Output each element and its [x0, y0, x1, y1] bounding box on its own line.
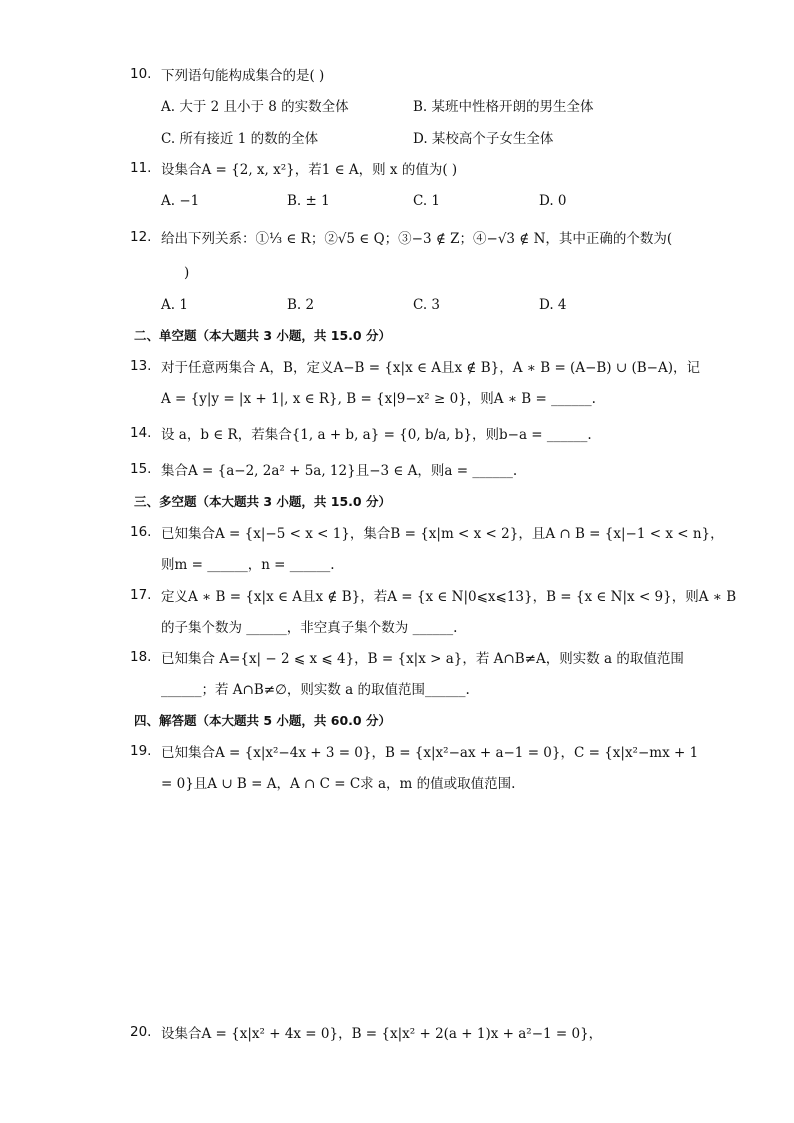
question-number: 18. [130, 649, 152, 665]
section-heading: 四、解答题（本大题共 5 小题，共 60.0 分） [134, 713, 391, 728]
question-stem-continued: ______；若 A∩B≠∅，则实数 a 的取值范围______. [161, 682, 470, 698]
section-heading: 二、单空题（本大题共 3 小题，共 15.0 分） [134, 328, 391, 343]
option-c: C. 所有接近 1 的数的全体 [161, 131, 319, 147]
question-stem: 设集合A = {2, x, x²}，若1 ∈ A，则 x 的值为( ) [161, 162, 458, 178]
question-number: 12. [130, 229, 152, 245]
question-stem: 设集合A = {x|x² + 4x = 0}，B = {x|x² + 2(a + 1)x + a²−1 = 0}， [161, 1026, 603, 1042]
option-d: D. 某校高个子女生全体 [413, 131, 554, 147]
option-b: B. 某班中性格开朗的男生全体 [413, 99, 594, 115]
option-d: D. 4 [539, 297, 567, 313]
option-a: A. 1 [161, 297, 188, 313]
question-stem: 已知集合A = {x|x²−4x + 3 = 0}，B = {x|x²−ax + a−1 = 0}，C = {x|x²−mx + 1 [161, 745, 699, 761]
option-c: C. 3 [413, 297, 441, 313]
question-stem-continued: 的子集个数为 ______，非空真子集个数为 ______. [161, 620, 458, 636]
question-stem: 设 a，b ∈ R，若集合{1, a + b, a} = {0, b/a, b}，则b−a = ______. [161, 427, 592, 443]
question-stem-continued: = 0}且A ∪ B = A，A ∩ C = C求 a，m 的值或取值范围. [161, 776, 516, 792]
question-number: 10. [130, 66, 152, 82]
option-b: B. ± 1 [287, 193, 330, 209]
option-d: D. 0 [539, 193, 567, 209]
question-number: 11. [130, 160, 152, 176]
question-number: 13. [130, 358, 152, 374]
question-stem: 下列语句能构成集合的是( ) [161, 68, 325, 84]
question-number: 20. [130, 1024, 152, 1040]
question-stem: 集合A = {a−2, 2a² + 5a, 12}且−3 ∈ A，则a = ______. [161, 463, 518, 479]
question-stem-continued: A = {y|y = |x + 1|, x ∈ R}, B = {x|9−x² ≥ 0}，则A ∗ B = ______. [161, 391, 596, 407]
question-stem: 对于任意两集合 A，B，定义A−B = {x|x ∈ A且x ∉ B}，A ∗ B = (A−B) ∪ (B−A)，记 [161, 360, 700, 376]
question-stem: 定义A ∗ B = {x|x ∈ A且x ∉ B}，若A = {x ∈ N|0⩽x⩽13}，B = {x ∈ N|x < 9}，则A ∗ B [161, 589, 737, 605]
option-a: A. −1 [161, 193, 200, 209]
question-stem-continued: 则m = ______，n = ______. [161, 557, 335, 573]
option-b: B. 2 [287, 297, 315, 313]
option-a: A. 大于 2 且小于 8 的实数全体 [161, 99, 349, 115]
question-number: 14. [130, 425, 152, 441]
question-stem-continued: ) [184, 265, 190, 281]
option-c: C. 1 [413, 193, 441, 209]
question-stem: 已知集合 A={x| − 2 ⩽ x ⩽ 4}，B = {x|x > a}，若 A∩B≠A，则实数 a 的取值范围 [161, 651, 684, 667]
section-heading: 三、多空题（本大题共 3 小题，共 15.0 分） [134, 494, 391, 509]
question-number: 15. [130, 461, 152, 477]
question-stem: 已知集合A = {x|−5 < x < 1}，集合B = {x|m < x < 2}，且A ∩ B = {x|−1 < x < n}， [161, 526, 724, 542]
question-number: 16. [130, 524, 152, 540]
question-number: 17. [130, 587, 152, 603]
question-number: 19. [130, 743, 152, 759]
question-stem: 给出下列关系：①⅓ ∈ R；②√5 ∈ Q；③−3 ∉ Z；④−√3 ∉ N，其中正确的个数为( [161, 231, 673, 247]
